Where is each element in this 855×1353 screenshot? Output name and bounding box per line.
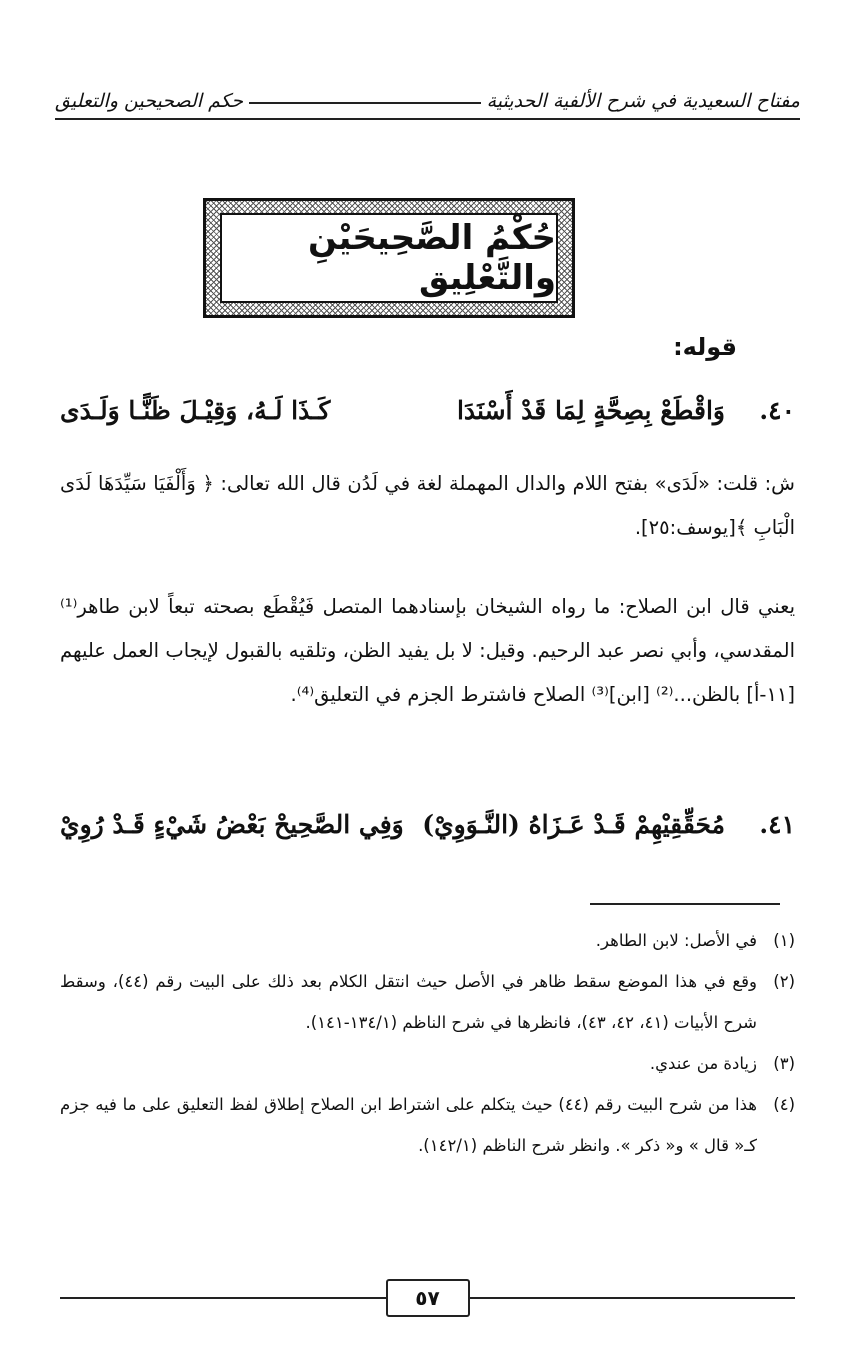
commentary-paragraph-2: يعني قال ابن الصلاح: ما رواه الشيخان بإسنادهما المتصل فَيُقْطَع بصحته تبعاً لابن طاهر⁽¹⁾ المقدسي، وأبي نصر عبد الرحيم. وقيل: لا بل يفيد الظن، وتلقيه بالقبول لإيجاب العمل عليهم [١١-أ] بالظن...⁽²⁾ [ابن]⁽³⁾ الصلاح فاشترط الجزم في التعليق⁽⁴⁾. [60, 595, 795, 706]
chapter-title-frame [203, 198, 575, 318]
footnote-divider [590, 903, 780, 905]
footnote-item [60, 1084, 795, 1166]
verse-40 [60, 388, 795, 432]
verse-hemistich-second: وَفِي الصَّحِيحْ بَعْضُ شَيْءٍ قَـدْ رُوِيْ [60, 809, 404, 839]
footnote-item [60, 1043, 795, 1084]
header-book-title: مفتاح السعيدية في شرح الألفية الحديثية [486, 90, 800, 112]
footer-rule-left [60, 1297, 386, 1299]
footnote-text: في الأصل: لابن الطاهر. [595, 931, 757, 950]
footnote-text: هذا من شرح البيت رقم (٤٤) حيث يتكلم على اشتراط ابن الصلاح إطلاق لفظ التعليق على ما فيه جزم كـ« قال » و« ذكر ». وانظر شرح الناظم (١٤٢/١). [60, 1095, 757, 1155]
commentary-paragraph-1: ش: قلت: «لَدَى» بفتح اللام والدال المهملة لغة في لَدُن قال الله تعالى: ﴿ وَأَلْفَيَا سَيِّدَهَا لَدَى الْبَابِ ﴾[يوسف:٢٥]. [60, 472, 795, 539]
verse-number: ٤٠. [759, 395, 795, 425]
footnote-number: (١) [773, 931, 795, 950]
verse-hemistich-first: وَاقْطَعْ بِصِحَّةٍ لِمَا قَدْ أَسْنَدَا [456, 395, 725, 425]
footer-rule-right [470, 1297, 796, 1299]
verse-hemistich-second: كَـذَا لَـهُ، وَقِيْـلَ ظَنًّـا وَلَـدَى [60, 395, 331, 425]
verse-41 [60, 802, 795, 846]
running-header [55, 78, 800, 112]
footnote-item [60, 920, 795, 961]
header-rule [249, 102, 481, 104]
footnotes [60, 920, 795, 1166]
chapter-title: حُكْمُ الصَّحِيحَيْنِ والتَّعْلِيق [220, 213, 558, 303]
page-footer [60, 1278, 795, 1318]
qawluh-label: قوله: [673, 333, 737, 361]
footnote-number: (٣) [773, 1054, 795, 1073]
footnote-text: زيادة من عندي. [649, 1054, 757, 1073]
page-number: ٥٧ [386, 1279, 470, 1317]
verse-hemistich-first: مُحَقِّقِيْهِمْ قَـدْ عَـزَاهُ (النَّـوَوِيْ) [422, 809, 725, 839]
header-chapter-title: حكم الصحيحين والتعليق [55, 90, 243, 112]
verse-number: ٤١. [759, 809, 795, 839]
footnote-number: (٤) [773, 1095, 795, 1114]
header-divider [55, 118, 800, 120]
footnote-item [60, 961, 795, 1043]
footnote-text: وقع في هذا الموضع سقط ظاهر في الأصل حيث انتقل الكلام بعد ذلك على البيت رقم (٤٤)، وسقط شرح الأبيات (٤١، ٤٢، ٤٣)، فانظرها في شرح الناظم (١٣٤/١-١٤١). [60, 972, 757, 1032]
footnote-number: (٢) [773, 972, 795, 991]
